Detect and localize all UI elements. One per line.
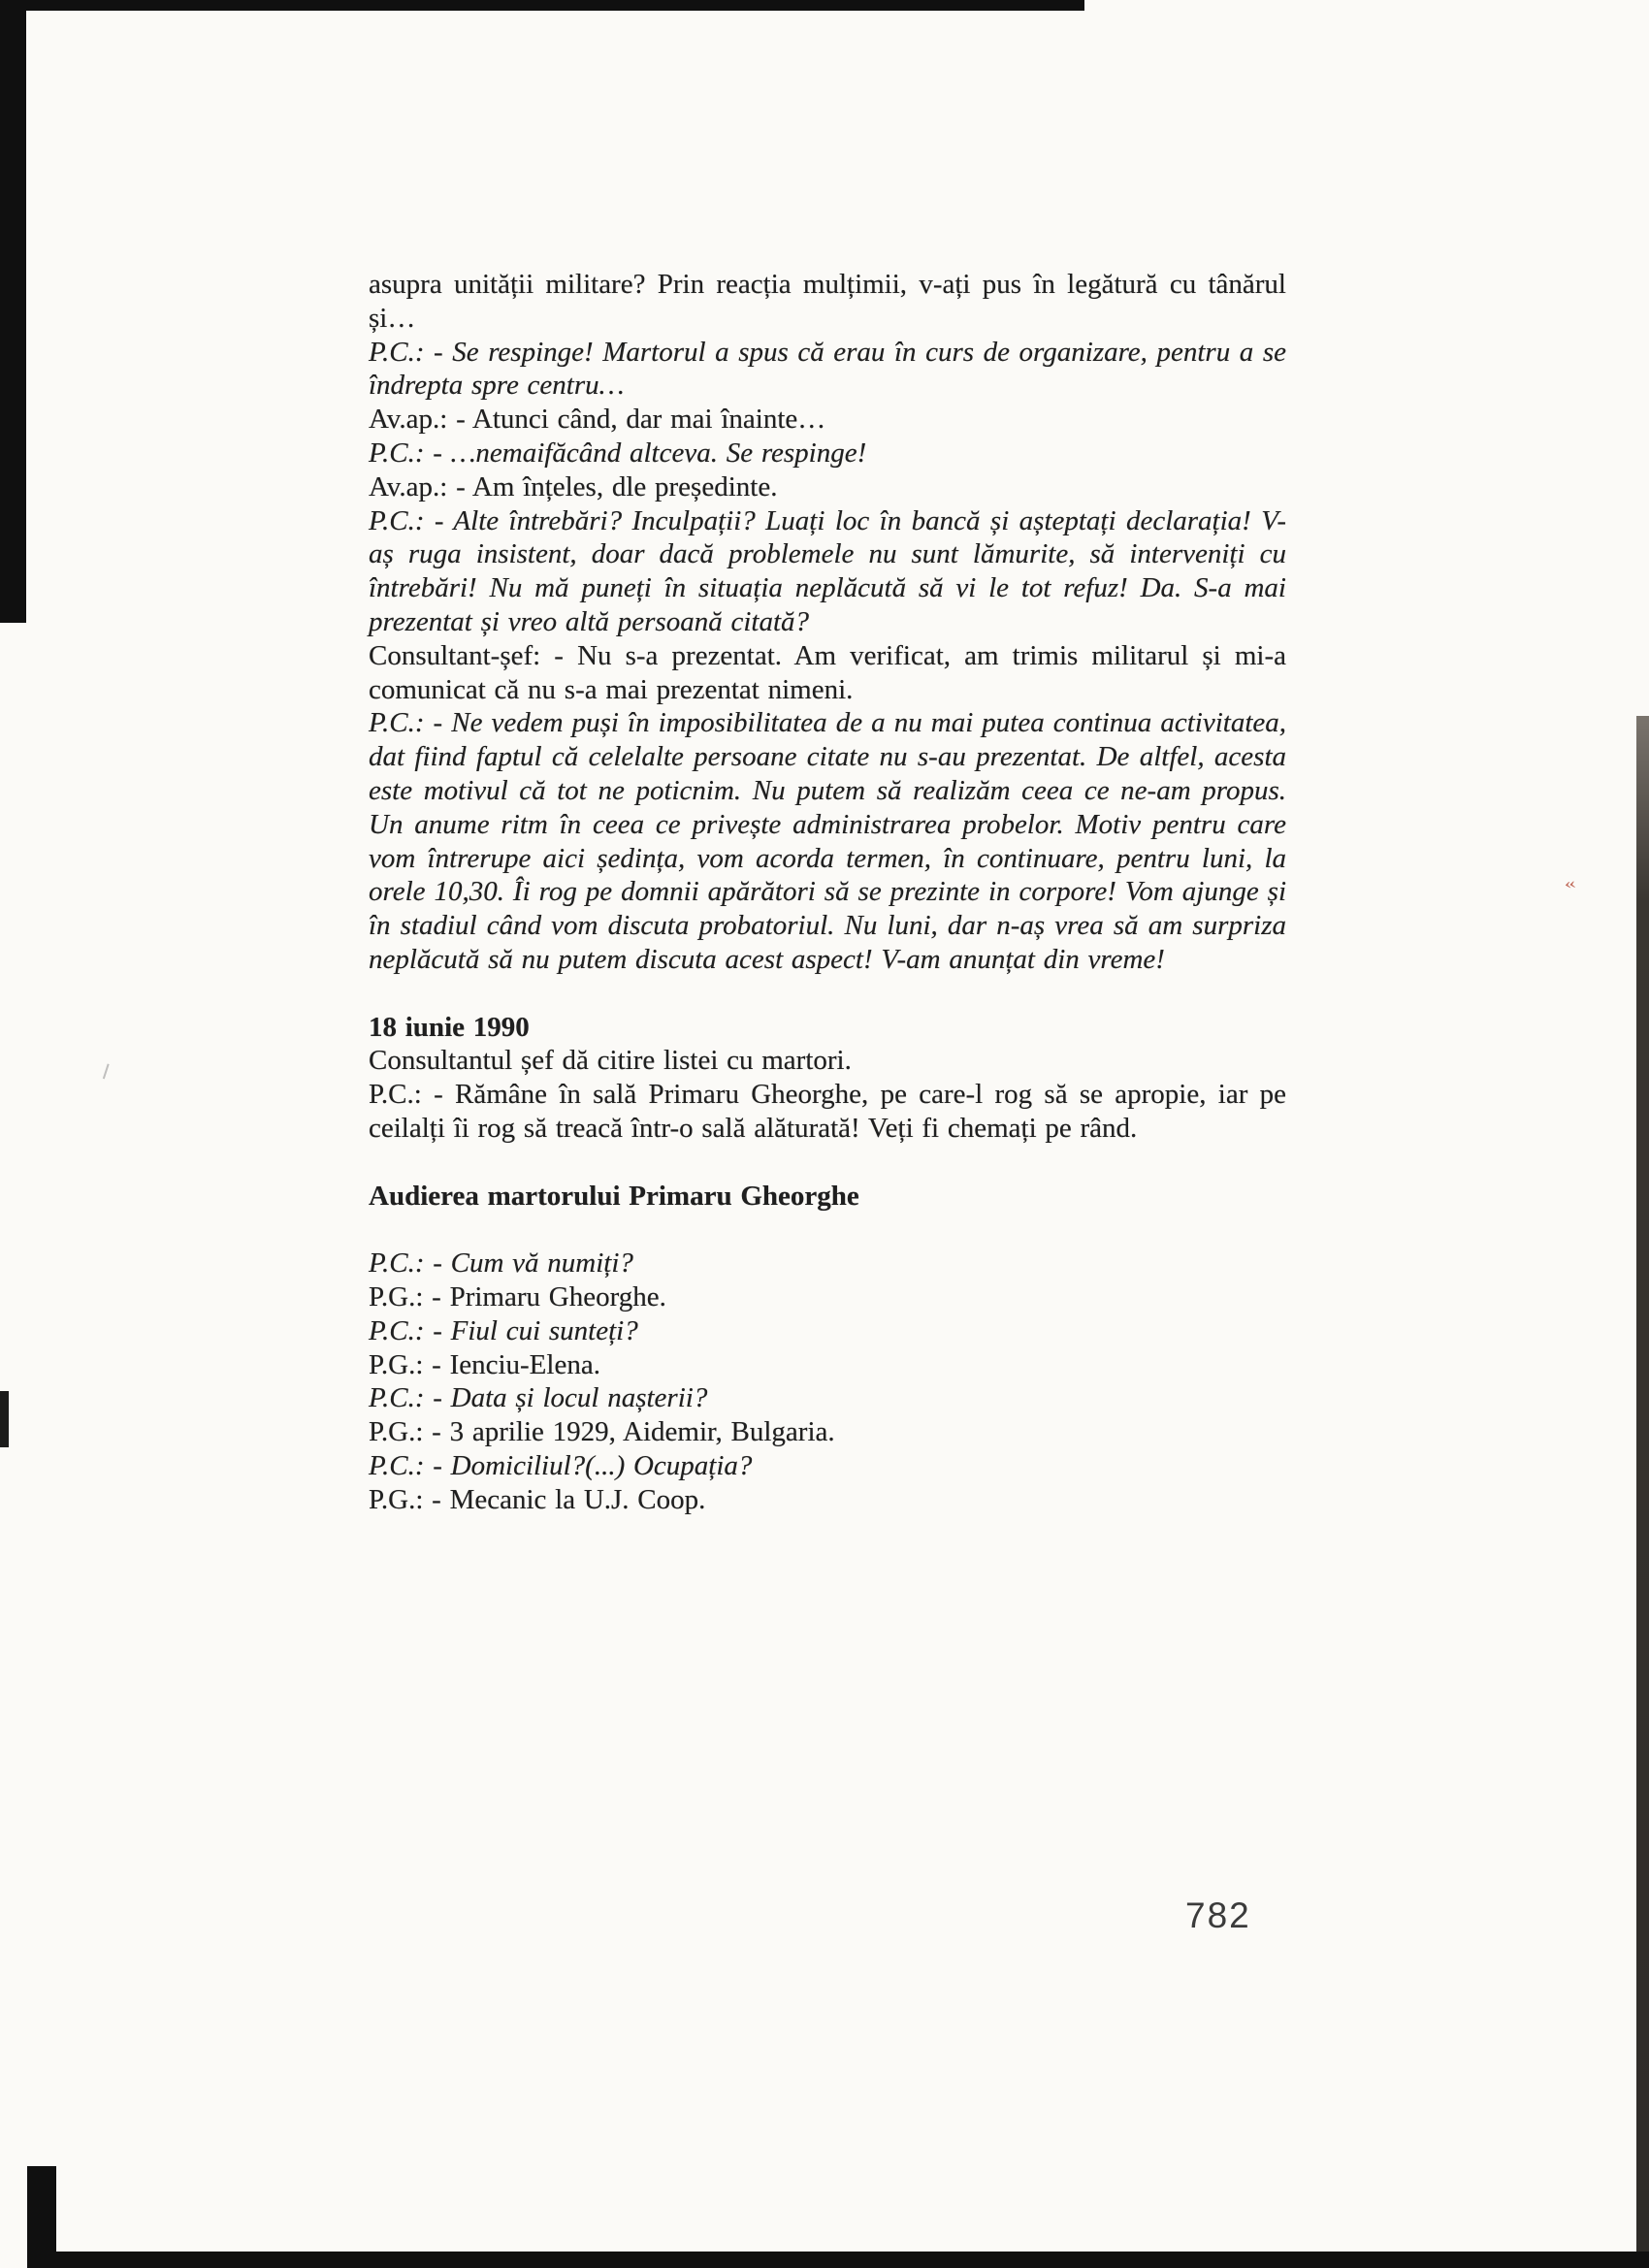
transcript-paragraph: P.C.: - Alte întrebări? Inculpații? Luați loc în bancă și așteptați declarația! V-aș ruga insistent, doar dacă problemele nu sunt lămurite, să interveniți cu întrebări! Nu mă puneți în situația neplăcută să vi le tot refuz! Da. S-a mai prezentat și vreo altă persoană citată? (369, 504, 1286, 637)
transcript-paragraph: P.G.: - 3 aprilie 1929, Aidemir, Bulgaria. (369, 1416, 835, 1448)
scan-corner-mark (27, 2166, 56, 2268)
transcript-text-block (369, 268, 1286, 1516)
margin-red-pen-mark: « (1562, 874, 1574, 892)
section-heading: Audierea martorului Primaru Gheorghe (369, 1180, 859, 1212)
transcript-paragraph: P.G.: - Ienciu-Elena. (369, 1348, 600, 1380)
transcript-paragraph: Av.ap.: - Am înțeles, dle președinte. (369, 470, 778, 502)
transcript-paragraph: P.G.: - Primaru Gheorghe. (369, 1280, 666, 1312)
scan-dust-speck (103, 1064, 118, 1083)
transcript-paragraph: P.C.: - Se respinge! Martorul a spus că erau în curs de organizare, pentru a se îndrepta spre centru… (369, 336, 1286, 402)
scan-edge-bottom (56, 2252, 1649, 2268)
scan-edge-top (0, 0, 1084, 11)
transcript-paragraph: P.C.: - Rămâne în sală Primaru Gheorghe, pe care-l rog să se apropie, iar pe ceilalți îi rog să treacă într-o sală alăturată! Veți fi chemați pe rând. (369, 1079, 1286, 1144)
transcript-paragraph: P.C.: - Data și locul nașterii? (369, 1382, 708, 1414)
transcript-paragraph: P.G.: - Mecanic la U.J. Coop. (369, 1483, 706, 1515)
transcript-paragraph: Consultant-șef: - Nu s-a prezentat. Am verificat, am trimis militarul și mi-a comunicat că nu s-a mai prezentat nimeni. (369, 639, 1286, 705)
transcript-paragraph: P.C.: - Fiul cui sunteți? (369, 1314, 638, 1346)
transcript-paragraph: P.C.: - Domiciliul?(...) Ocupația? (369, 1449, 753, 1481)
scan-edge-left-mark (0, 1391, 9, 1447)
scan-edge-right (1636, 716, 1649, 2268)
transcript-paragraph: P.C.: - …nemaifăcând altceva. Se respinge! (369, 437, 867, 469)
transcript-paragraph: Av.ap.: - Atunci când, dar mai înainte… (369, 404, 826, 436)
transcript-paragraph: P.C.: - Cum vă numiți? (369, 1247, 633, 1280)
page-number: 782 (1185, 1895, 1251, 1935)
transcript-paragraph: P.C.: - Ne vedem puși în imposibilitatea de a nu mai putea continua activitatea, dat fiind faptul că celelalte persoane citate nu s-au prezentat. De altfel, acesta este motivul că tot ne poticnim. Nu putem să realizăm ceea ce ne-am propus. Un anume ritm în ceea ce privește administrarea probelor. Motiv pentru care vom întrerupe aici ședința, vom acorda termen, în continuare, pentru luni, la orele 10,30. Îi rog pe domnii apărători să se prezinte in corpore! Vom ajunge și în stadiul când vom discuta probatoriul. Nu luni, dar n-aș vrea să am surpriza neplăcută să nu putem discuta acest aspect! V-am anunțat din vreme! (369, 707, 1286, 975)
transcript-paragraph: Consultantul șef dă citire listei cu martori. (369, 1045, 852, 1077)
section-heading: 18 iunie 1990 (369, 1011, 530, 1043)
transcript-paragraph: asupra unității militare? Prin reacția mulțimii, v-ați pus în legătură cu tânărul și… (369, 269, 1286, 334)
scan-edge-left (0, 0, 26, 623)
